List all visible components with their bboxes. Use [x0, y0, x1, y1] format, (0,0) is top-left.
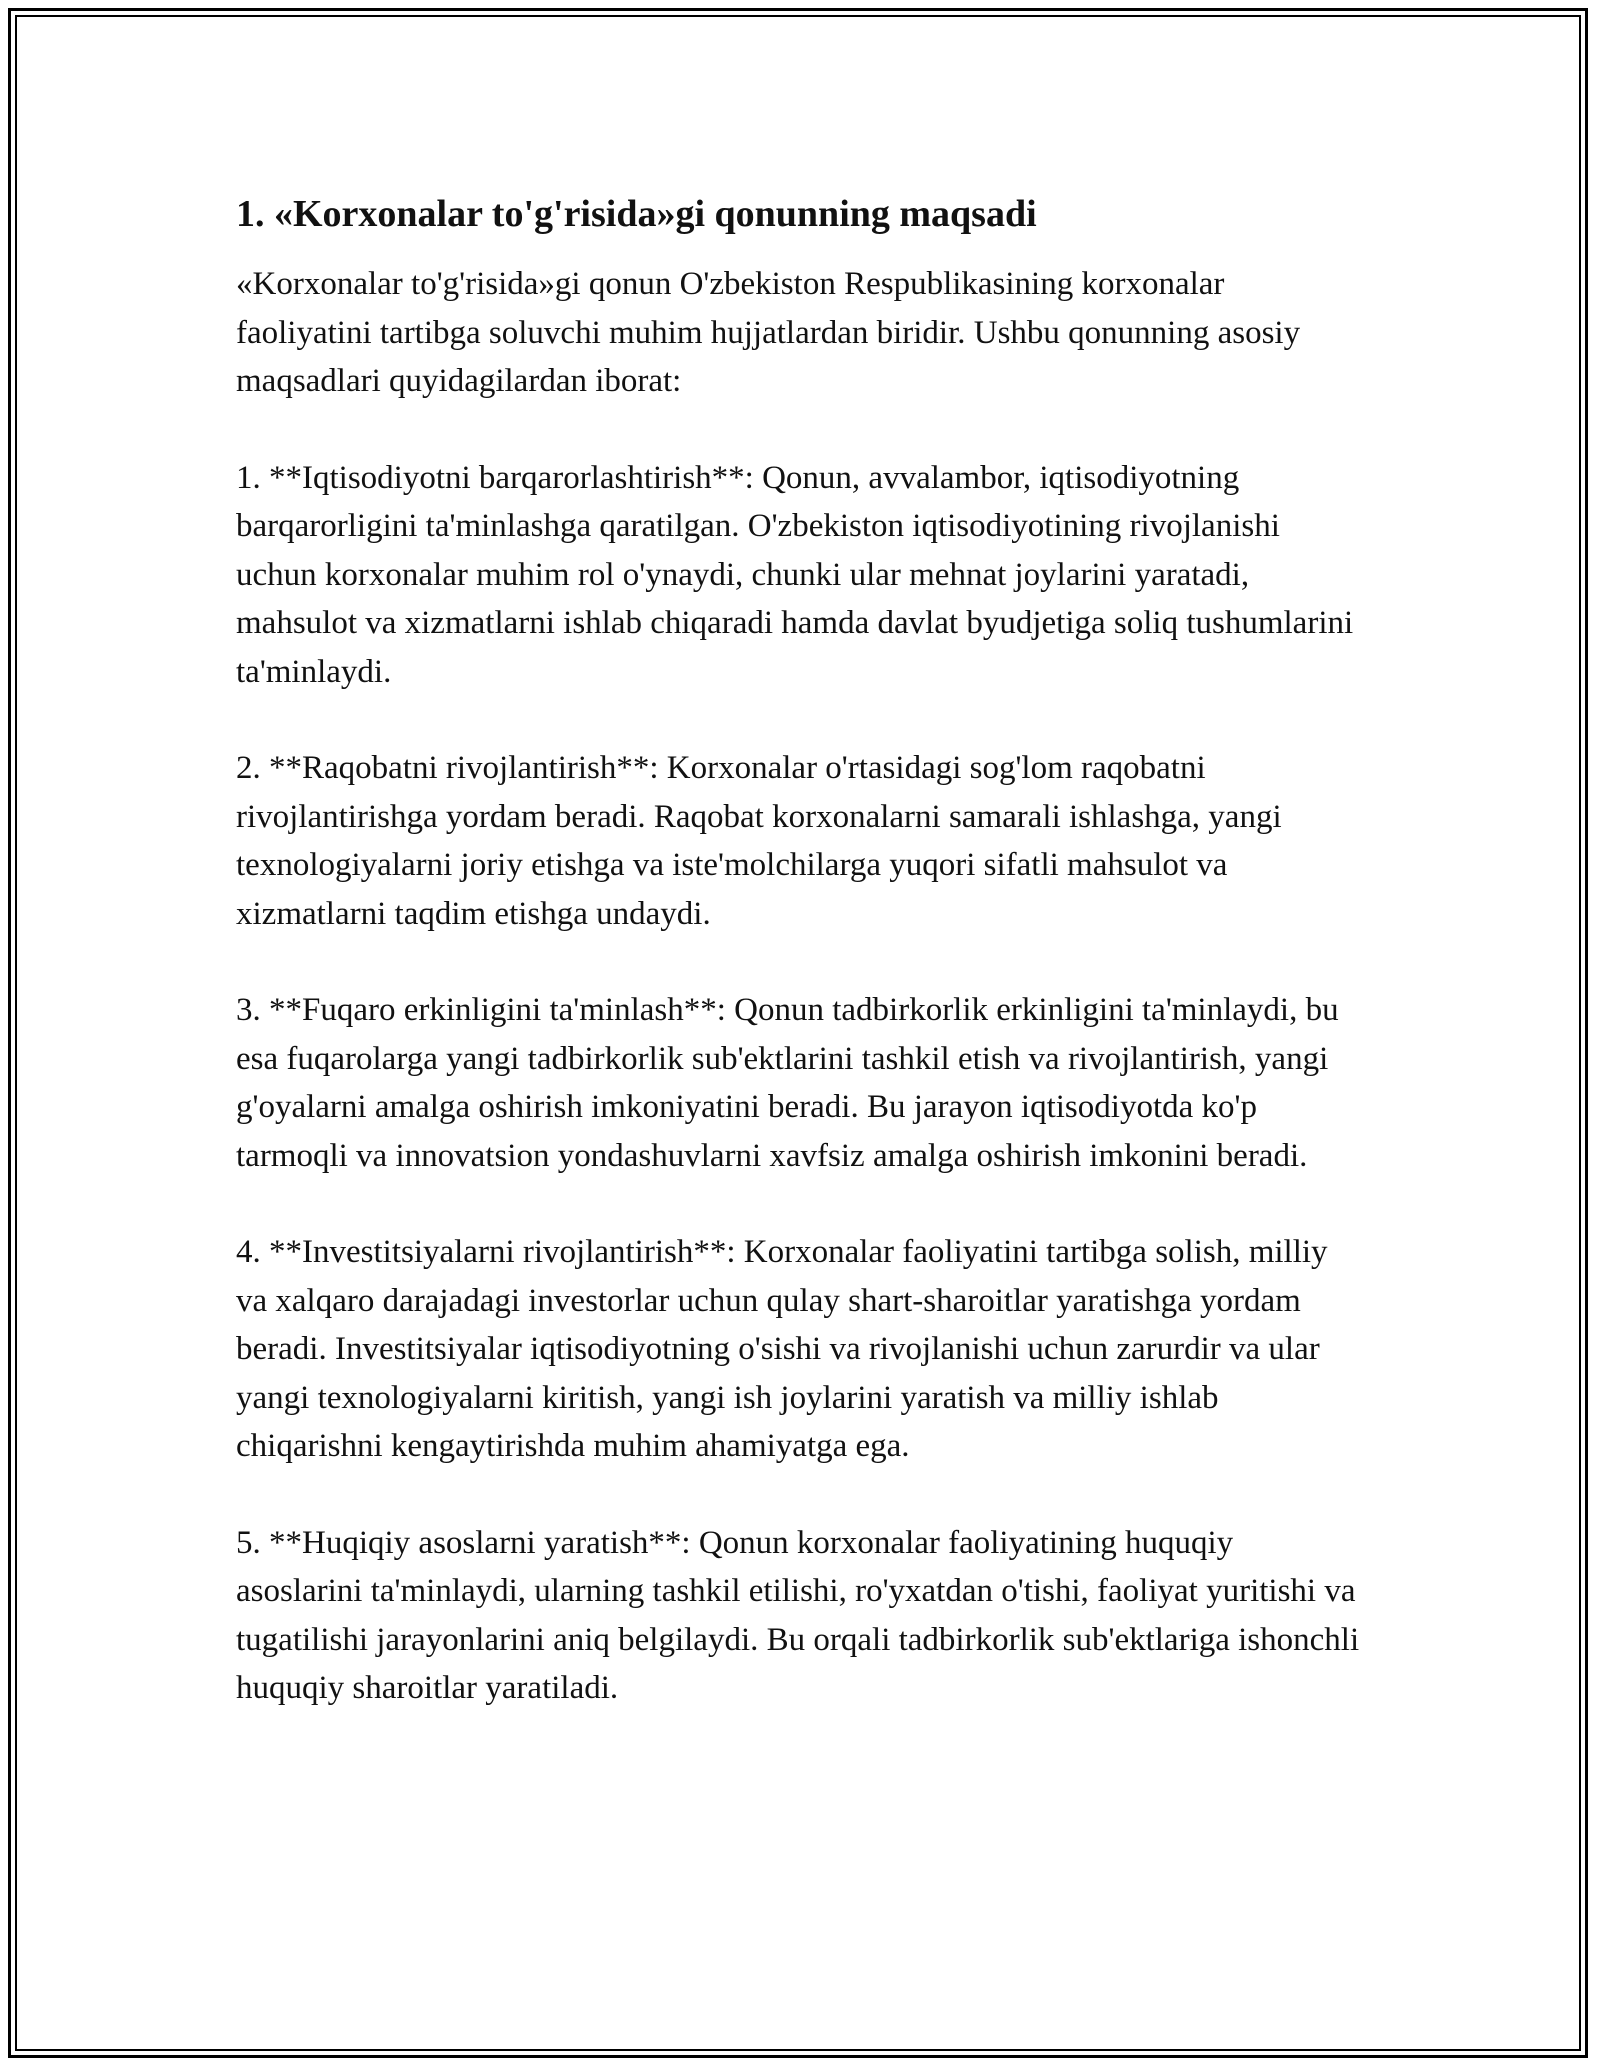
paragraph-point-1: 1. **Iqtisodiyotni barqarorlashtirish**: Qonun, avvalambor, iqtisodiyotning barqarorligini ta'minlashga qaratilgan. O'zbekiston iqtisodiyotining rivojlanishi uchun korxonalar muhim rol o'ynaydi, chunki ular mehnat joylarini yaratadi, mahsulot va xizmatlarni ishlab chiqaradi hamda davlat byudjetiga soliq tushumlarini ta'minlaydi. — [236, 459, 1354, 690]
intro-paragraph: «Korxonalar to'g'risida»gi qonun O'zbekiston Respublikasining korxonalar faoliyatini tartibga soluvchi muhim hujjatlardan biridir. Ushbu qonunning asosiy maqsadlari quyidagilardan iborat: — [236, 266, 1301, 399]
document-body — [236, 188, 1366, 1761]
paragraph-point-3: 3. **Fuqaro erkinligini ta'minlash**: Qonun tadbirkorlik erkinligini ta'minlaydi, bu esa fuqarolarga yangi tadbirkorlik sub'ektlarini tashkil etish va rivojlantirish, yangi g'oyalarni amalga oshirish imkoniyatini beradi. Bu jarayon iqtisodiyotda ko'p tarmoqli va innovatsion yondashuvlarni xavfsiz amalga oshirish imkonini beradi. — [236, 992, 1339, 1174]
paragraph-point-2: 2. **Raqobatni rivojlantirish**: Korxonalar o'rtasidagi sog'lom raqobatni rivojlantirishga yordam beradi. Raqobat korxonalarni samarali ishlashga, yangi texnologiyalarni joriy etishga va iste'molchilarga yuqori sifatli mahsulot va xizmatlarni taqdim etishga undaydi. — [236, 750, 1282, 932]
document-title: 1. «Korxonalar to'g'risida»gi qonunning maqsadi — [236, 193, 1037, 235]
paragraph-point-5: 5. **Huqiqiy asoslarni yaratish**: Qonun korxonalar faoliyatining huquqiy asoslarini ta'minlaydi, ularning tashkil etilishi, ro'yxatdan o'tishi, faoliyat yuritishi va tugatilishi jarayonlarini aniq belgilaydi. Bu orqali tadbirkorlik sub'ektlariga ishonchli huquqiy sharoitlar yaratiladi. — [236, 1524, 1360, 1706]
paragraph-point-4: 4. **Investitsiyalarni rivojlantirish**: Korxonalar faoliyatini tartibga solish, milliy va xalqaro darajadagi investorlar uchun qulay shart-sharoitlar yaratishga yordam beradi. Investitsiyalar iqtisodiyotning o'sishi va rivojlanishi uchun zarurdir va ular yangi texnologiyalarni kiritish, yangi ish joylarini yaratish va milliy ishlab chiqarishni kengaytirishda muhim ahamiyatga ega. — [236, 1234, 1328, 1464]
